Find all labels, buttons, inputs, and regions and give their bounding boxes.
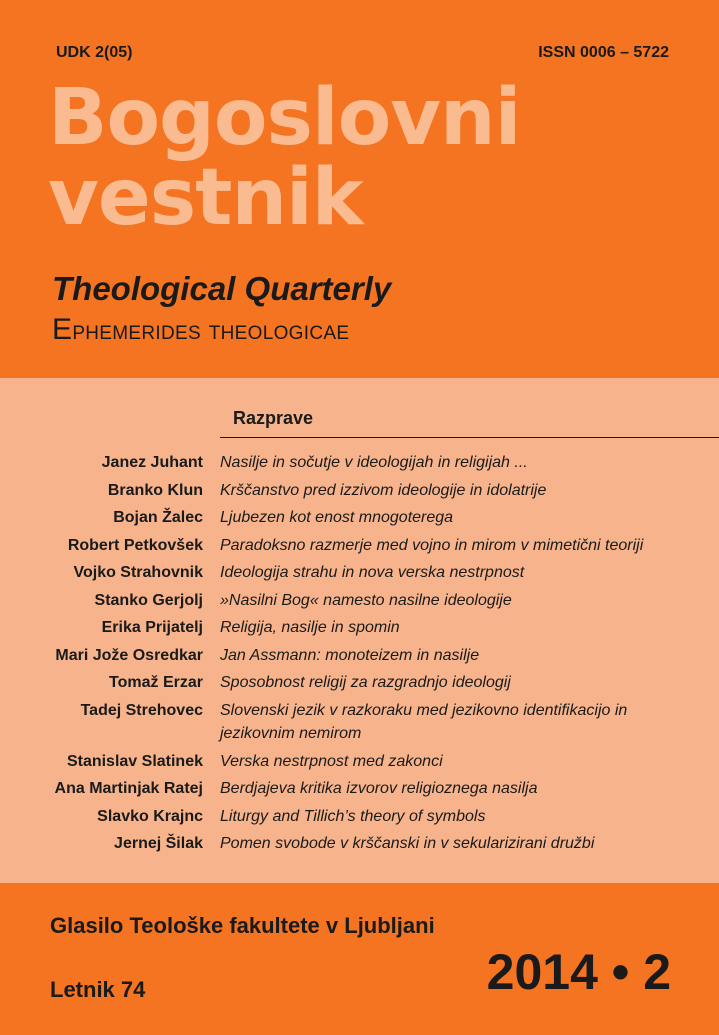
toc-entry [0,616,719,640]
journal-subtitle-latin-rest: phemerides theologicae [72,315,350,345]
publisher-line: Glasilo Teološke fakultete v Ljubljani [50,913,435,938]
toc-article-title: Jan Assmann: monoteizem in nasilje [220,646,480,664]
toc-entry [0,479,719,503]
toc-article-title: Ljubezen kot enost mnogoterega [220,509,454,526]
journal-subtitle-latin [52,313,349,347]
toc-list [0,451,719,860]
udk-code: UDK 2(05) [56,44,133,61]
toc-article-title: Religija, nasilje in spomin [220,619,400,636]
toc-author: Slavko Krajnc [97,807,203,825]
toc-entry [0,750,719,774]
journal-title-line-2: vestnik [48,153,363,243]
toc-article-title: Berdjajeva kritika izvorov religioznega nasilja [220,780,538,797]
toc-entry [0,506,719,530]
toc-author: Stanko Gerjolj [94,591,203,609]
toc-article-title: Ideologija strahu in nova verska nestrpnost [220,564,525,581]
toc-article-title: »Nasilni Bog« namesto nasilne ideologije [220,591,512,609]
journal-title [48,73,521,243]
cover-footer [0,883,719,1035]
toc-entry [0,805,719,829]
journal-subtitle-latin-initial: E [52,313,73,346]
cover-header [0,0,719,378]
toc-entry [0,777,719,801]
journal-title-line-1: Bogoslovni [48,73,521,163]
toc-entry [0,644,719,668]
toc-author: Ana Martinjak Ratej [54,780,203,797]
toc-author: Vojko Strahovnik [73,564,203,581]
toc-author: Branko Klun [107,481,203,499]
toc-author: Jernej Šilak [114,835,203,852]
table-of-contents [0,378,719,883]
toc-author: Mari Jože Osredkar [55,646,203,664]
toc-author: Janez Juhant [101,454,203,471]
section-title: Razprave [233,408,314,428]
toc-entry [0,832,719,856]
issue-number: 2014 • 2 [486,944,671,1000]
toc-entry [0,589,719,613]
toc-article-title: Verska nestrpnost med zakonci [220,752,443,770]
toc-entry [0,534,719,558]
toc-entry [0,561,719,585]
toc-author: Robert Petkovšek [67,536,203,554]
toc-author: Erika Prijatelj [101,619,203,636]
toc-entry [0,451,719,475]
section-divider [220,437,719,438]
toc-article-title: Sposobnost religij za razgradnjo ideologij [220,674,511,691]
toc-author: Stanislav Slatinek [66,752,203,770]
journal-subtitle-english: Theological Quarterly [52,270,392,307]
toc-article-title: Liturgy and Tillich’s theory of symbols [220,807,486,825]
toc-article-title: Krščanstvo pred izzivom ideologije in idolatrije [220,481,547,499]
toc-article-title: Paradoksno razmerje med vojno in mirom v mimetični teoriji [220,536,644,554]
toc-entry [0,699,719,746]
issn-code: ISSN 0006 – 5722 [538,44,669,61]
toc-author: Tadej Strehovec [80,701,203,719]
toc-article-title: Pomen svobode v krščanski in v sekularizirani družbi [220,835,595,852]
toc-entry [0,671,719,695]
toc-article-title: Nasilje in sočutje v ideologijah in religijah ... [220,454,528,471]
volume-label: Letnik 74 [50,977,146,1002]
toc-author: Bojan Žalec [113,509,203,526]
toc-article-title: Slovenski jezik v razkoraku med jezikovno identifikacijo in jezikovnim nemirom [220,701,628,742]
toc-author: Tomaž Erzar [109,674,203,691]
